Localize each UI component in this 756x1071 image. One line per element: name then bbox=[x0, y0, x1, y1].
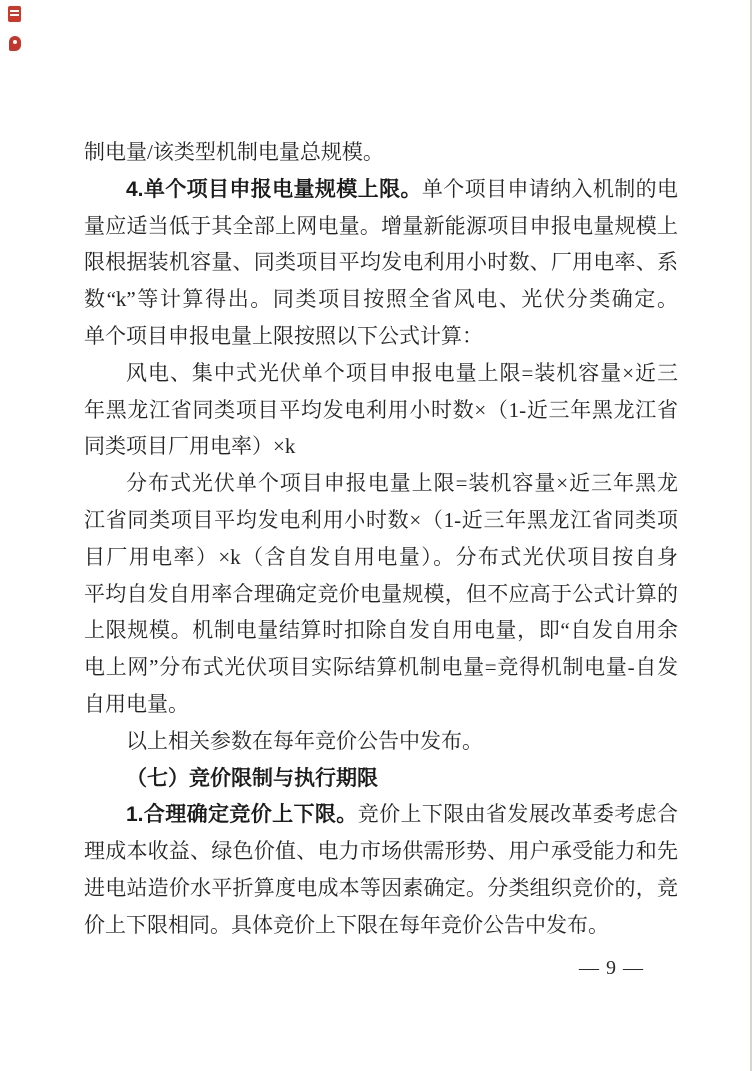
text-run: 竞价上下限由省发展改革委考虑合 bbox=[357, 802, 678, 827]
text-run: 量应适当低于其全部上网电量。增量新能源项目申报电量规模上 bbox=[84, 213, 678, 238]
text-line bbox=[84, 208, 678, 245]
text-line bbox=[84, 428, 678, 465]
text-line bbox=[84, 612, 678, 649]
text-line bbox=[84, 796, 678, 833]
text-run: 年黑龙江省同类项目平均发电利用小时数×（1-近三年黑龙江省 bbox=[84, 397, 678, 422]
text-line bbox=[84, 318, 678, 355]
text-run: 目厂用电率）×k（含自发自用电量）。分布式光伏项目按自身 bbox=[84, 544, 678, 569]
text-line bbox=[84, 134, 678, 171]
text-run: 限根据装机容量、同类项目平均发电利用小时数、厂用电率、系 bbox=[84, 250, 678, 275]
text-run: 价上下限相同。具体竞价上下限在每年竞价公告中发布。 bbox=[84, 912, 609, 937]
text-run: 分布式光伏单个项目申报电量上限=装机容量×近三年黑龙 bbox=[126, 471, 678, 496]
text-run: 进电站造价水平折算度电成本等因素确定。分类组织竞价的，竞 bbox=[84, 875, 678, 900]
document-body bbox=[84, 134, 678, 944]
text-line bbox=[84, 355, 678, 392]
text-run: 制电量/该类型机制电量总规模。 bbox=[84, 140, 384, 164]
text-run: 上限规模。机制电量结算时扣除自发自用电量，即“自发自用余 bbox=[84, 618, 678, 643]
text-run: 数“k”等计算得出。同类项目按照全省风电、光伏分类确定。 bbox=[84, 287, 678, 312]
text-line bbox=[84, 392, 678, 429]
text-line bbox=[84, 870, 678, 907]
red-annotation-note-icon[interactable] bbox=[8, 6, 21, 22]
page-number: — 9 — bbox=[579, 957, 644, 979]
text-line bbox=[84, 539, 678, 576]
text-line bbox=[84, 723, 678, 760]
text-run: 电上网”分布式光伏项目实际结算机制电量=竞得机制电量-自发 bbox=[84, 655, 678, 680]
run-in-heading: 4.单个项目申报电量规模上限。 bbox=[126, 177, 422, 201]
text-line bbox=[84, 649, 678, 686]
text-line bbox=[84, 171, 678, 208]
run-in-heading: 1.合理确定竞价上下限。 bbox=[126, 803, 358, 827]
scan-edge-line bbox=[750, 0, 752, 1071]
text-run: 以上相关参数在每年竞价公告中发布。 bbox=[126, 728, 483, 753]
red-annotation-pin-icon[interactable] bbox=[9, 36, 21, 51]
text-line bbox=[84, 760, 678, 797]
text-line bbox=[84, 502, 678, 539]
text-line bbox=[84, 833, 678, 870]
text-run: 风电、集中式光伏单个项目申报电量上限=装机容量×近三 bbox=[126, 360, 678, 385]
text-line bbox=[84, 686, 678, 723]
text-run: 单个项目申报电量上限按照以下公式计算： bbox=[84, 323, 483, 348]
text-line bbox=[84, 576, 678, 613]
text-line bbox=[84, 281, 678, 318]
text-run: 江省同类项目平均发电利用小时数×（1-近三年黑龙江省同类项 bbox=[84, 507, 678, 532]
text-line bbox=[84, 244, 678, 281]
text-run: 平均自发自用率合理确定竞价电量规模，但不应高于公式计算的 bbox=[84, 581, 678, 606]
text-line bbox=[84, 907, 678, 944]
text-run: 自用电量。 bbox=[84, 691, 189, 716]
text-line bbox=[84, 465, 678, 502]
text-run: 同类项目厂用电率）×k bbox=[84, 434, 296, 459]
text-run: 单个项目申请纳入机制的电 bbox=[421, 176, 679, 201]
run-in-heading: （七）竞价限制与执行期限 bbox=[126, 766, 378, 790]
text-run: 理成本收益、绿色价值、电力市场供需形势、用户承受能力和先 bbox=[84, 839, 678, 864]
